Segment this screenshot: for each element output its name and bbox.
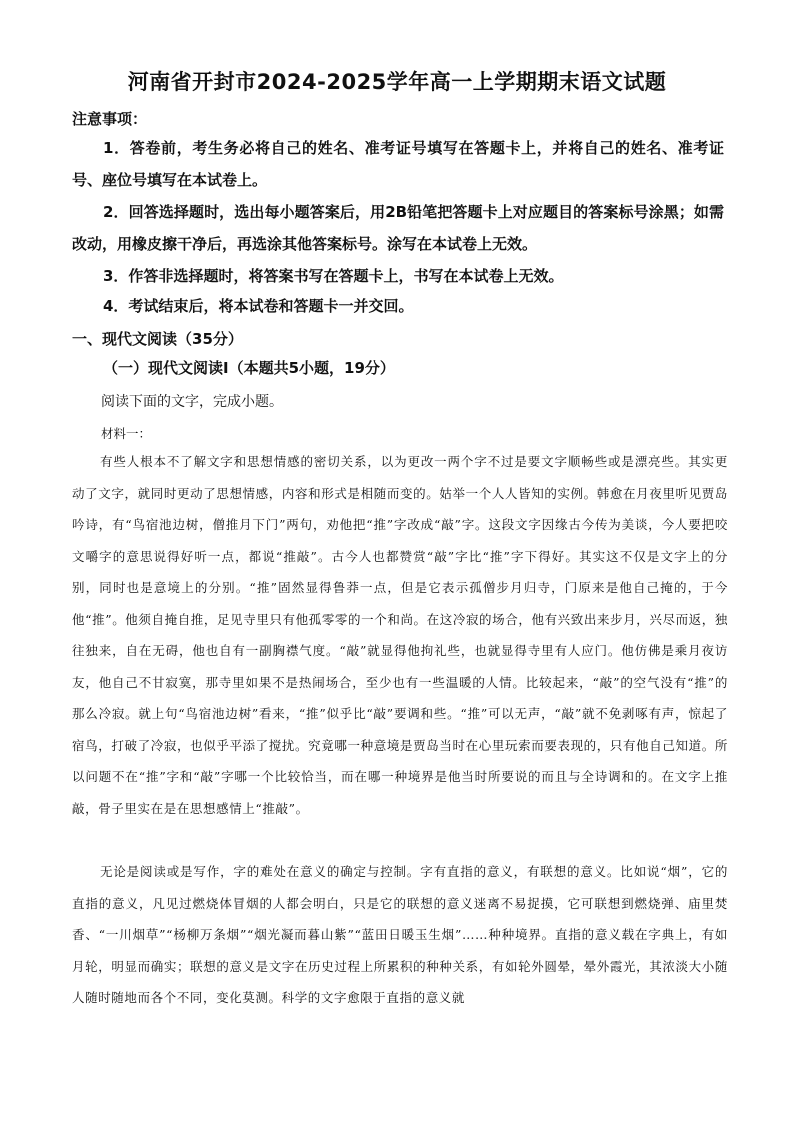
material-label: 材料一： [101,426,152,441]
document-title: 河南省开封市2024-2025学年高一上学期期末语文试题 [127,70,667,94]
passage-paragraph-1: 有些人根本不了解文字和思想情感的密切关系，以为更改一两个字不过是要文字顺畅些或是漂亮些。其实更动了文字，就同时更动了思想情感，内容和形式是相随而变的。姑举一个人人皆知的实例。韩愈在月夜里听见贾岛吟诗，有“鸟宿池边树，僧推月下门”两句，劝他把“推”字改成“敲”字。这段文字因缘古今传为美谈，今人要把咬文嚼字的意思说得好听一点，都说“推敲”。古今人也都赞赏“敲”字比“推”字下得好。其实这不仅是文字上的分别，同时也是意境上的分别。“推”固然显得鲁莽一点，但是它表示孤僧步月归寺，门原来是他自己掩的，于今他“推”。他须自掩自推，足见寺里只有他孤零零的一个和尚。在这冷寂的场合，他有兴致出来步月，兴尽而返，独往独来，自在无碍，他也自有一副胸襟气度。“敲”就显得他拘礼些，也就显得寺里有人应门。他仿佛是乘月夜访友，他自己不甘寂寞，那寺里如果不是热闹场合，至少也有一些温暖的人情。比较起来，“敲”的空气没有“推”的那么冷寂。就上句“鸟宿池边树”看来，“推”似乎比“敲”要调和些。“推”可以无声，“敲”就不免剥啄有声，惊起了宿鸟，打破了冷寂，也似乎平添了搅扰。究竟哪一种意境是贾岛当时在心里玩索而要表现的，只有他自己知道。所以问题不在“推”字和“敲”字哪一个比较恰当，而在哪一种境界是他当时所要说的而且与全诗调和的。在文字上推敲，骨子里实在是在思想感情上“推敲”。 [72,454,728,816]
notice-item-1: 1．答卷前，考生务必将自己的姓名、准考证号填写在答题卡上，并将自己的姓名、准考证号、座位号填写在本试卷上。 [72,139,724,189]
reading-instruction: 阅读下面的文字，完成小题。 [101,394,283,410]
passage-paragraph-2: 无论是阅读或是写作，字的难处在意义的确定与控制。字有直指的意义，有联想的意义。比如说“烟”，它的直指的意义，凡见过燃烧体冒烟的人都会明白，只是它的联想的意义迷离不易捉摸，它可联想到燃烧弹、庙里焚香、“一川烟草”“杨柳万条烟”“烟光凝而暮山紫”“蓝田日暖玉生烟”……种种境界。直指的意义载在字典上，有如月轮，明显而确实；联想的意义是文字在历史过程上所累积的种种关系，有如轮外圆晕，晕外霞光，其浓淡大小随人随时随地而各个不同，变化莫测。科学的文字愈限于直指的意义就 [72,864,728,1005]
notice-heading: 注意事项： [72,110,148,128]
notice-item-2: 2．回答选择题时，选出每小题答案后，用2B铅笔把答题卡上对应题目的答案标号涂黑；如需改动，用橡皮擦干净后，再选涂其他答案标号。涂写在本试卷上无效。 [72,203,724,253]
section-heading: 一、现代文阅读（35分） [72,330,243,348]
sub-heading: （一）现代文阅读Ⅰ（本题共5小题，19分） [103,359,395,377]
notice-item-4: 4．考试结束后，将本试卷和答题卡一并交回。 [103,297,414,315]
notice-item-3: 3．作答非选择题时，将答案书写在答题卡上，书写在本试卷上无效。 [103,267,564,285]
